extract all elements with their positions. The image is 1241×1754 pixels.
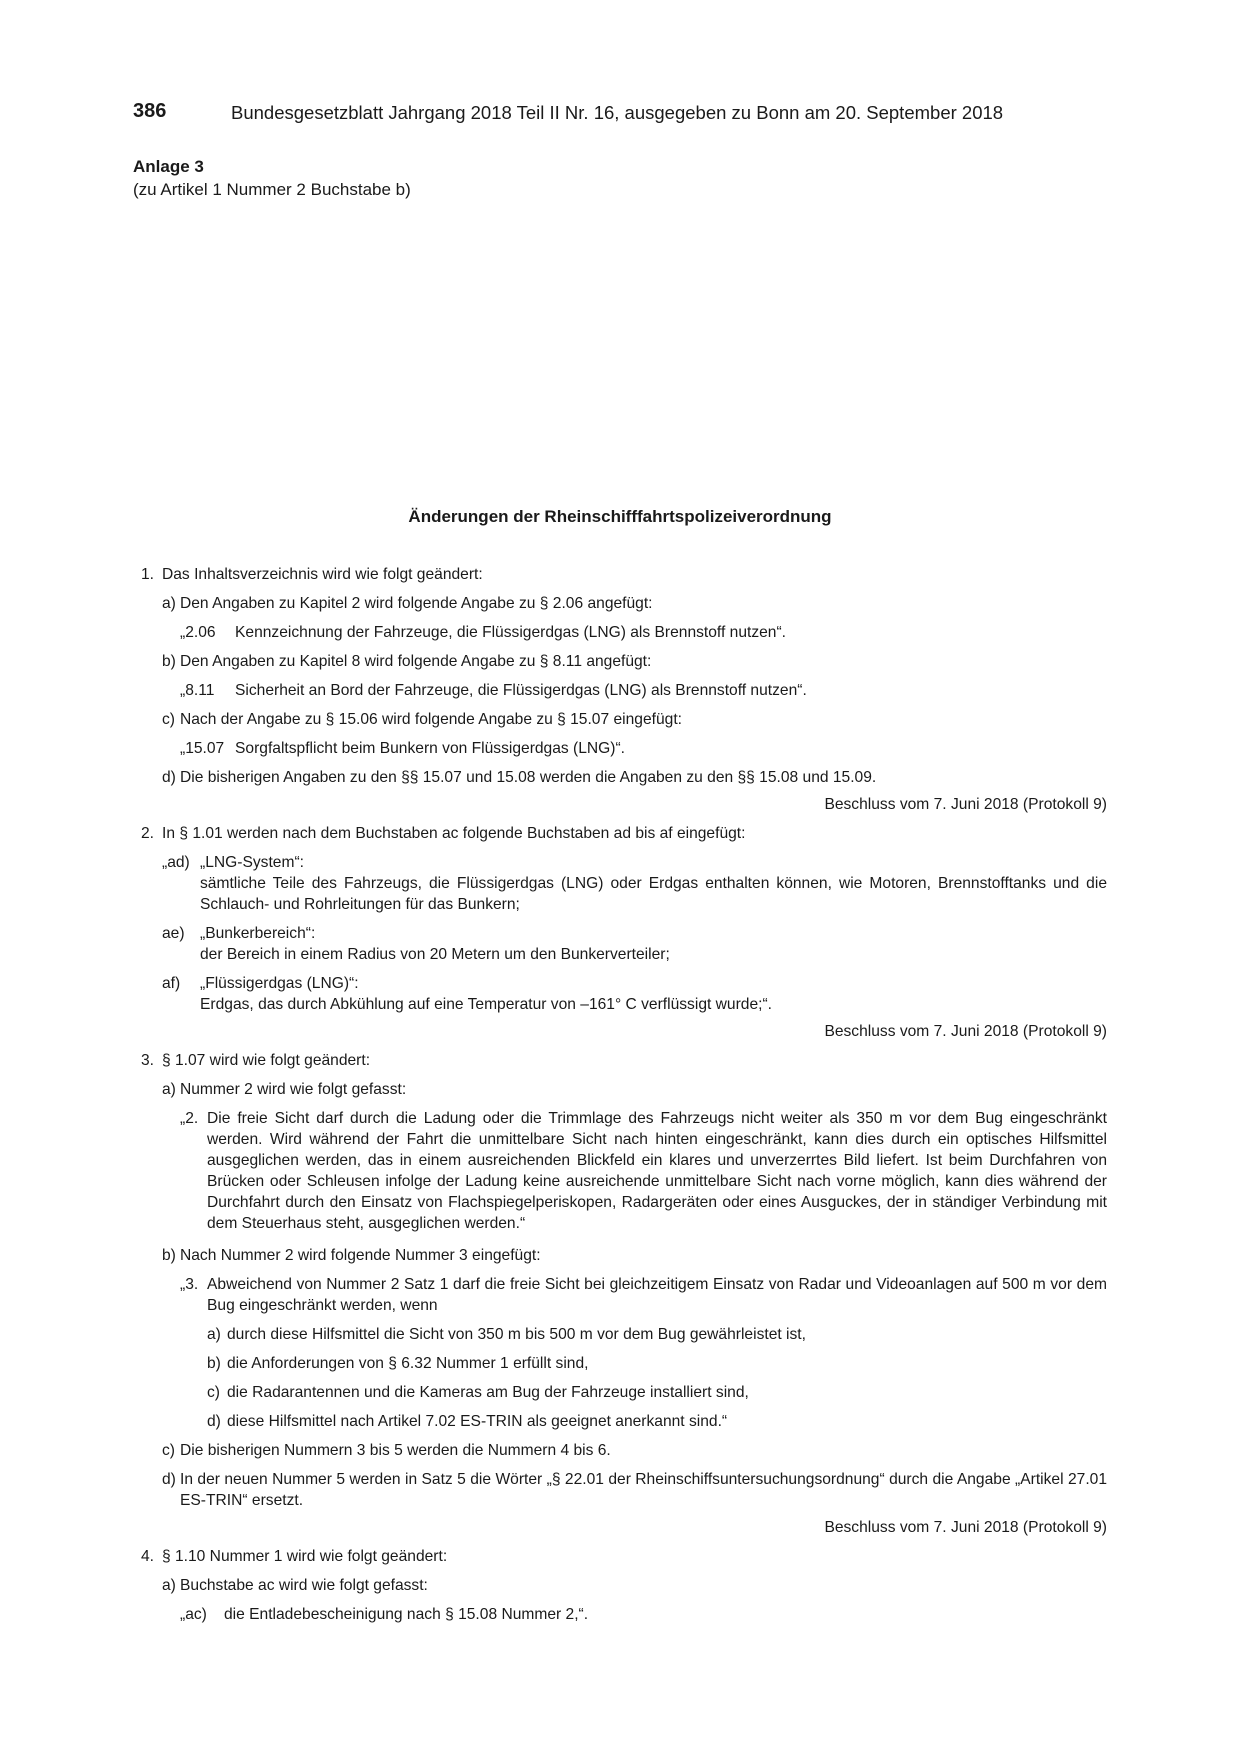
sub-marker: a): [162, 1577, 176, 1594]
sub-text: Nummer 2 wird wie folgt gefasst:: [180, 1081, 407, 1098]
definition-term: „Bunkerbereich“:: [200, 925, 316, 942]
quote-text: Sicherheit an Bord der Fahrzeuge, die Flüssigerdgas (LNG) als Brennstoff nutzen“.: [235, 682, 807, 699]
sub-text: Die bisherigen Angaben zu den §§ 15.07 und 15.08 werden die Angaben zu den §§ 15.08 und 15.09.: [180, 769, 877, 786]
sub-marker: a): [162, 595, 176, 612]
document-title: Änderungen der Rheinschifffahrtspolizeiverordnung: [408, 507, 832, 526]
sub-sub-marker: c): [207, 1384, 220, 1401]
sub-sub-text: durch diese Hilfsmittel die Sicht von 350 m bis 500 m vor dem Bug gewährleistet ist,: [227, 1326, 806, 1343]
quote-text: Kennzeichnung der Fahrzeuge, die Flüssigerdgas (LNG) als Brennstoff nutzen“.: [235, 624, 786, 641]
sub-marker: c): [162, 1442, 175, 1459]
sub-text: In der neuen Nummer 5 werden in Satz 5 die Wörter „§ 22.01 der Rheinschiffsuntersuchungsordnung“ durch die Angabe „Artikel 27.01 ES-TRIN“ ersetzt.: [180, 1471, 1107, 1509]
sub-marker: d): [162, 1471, 176, 1488]
sub-marker: d): [162, 769, 176, 786]
sub-marker: b): [162, 653, 176, 670]
annex-title: Anlage 3: [133, 157, 204, 176]
decision-note: Beschluss vom 7. Juni 2018 (Protokoll 9): [824, 796, 1107, 813]
sub-sub-marker: d): [207, 1413, 221, 1430]
sub-marker: a): [162, 1081, 176, 1098]
sub-marker: c): [162, 711, 175, 728]
definition-marker: ae): [162, 925, 185, 942]
quote-text: die Entladebescheinigung nach § 15.08 Nummer 2,“.: [224, 1606, 589, 1623]
sub-text: Buchstabe ac wird wie folgt gefasst:: [180, 1577, 428, 1594]
item-marker: 4.: [141, 1548, 155, 1565]
definition-marker: „ad): [162, 854, 190, 871]
quote-number: „8.11: [180, 682, 215, 699]
quote-number: „ac): [180, 1606, 207, 1623]
quote-text: Sorgfaltspflicht beim Bunkern von Flüssigerdgas (LNG)“.: [235, 740, 626, 757]
item-text: In § 1.01 werden nach dem Buchstaben ac folgende Buchstaben ad bis af eingefügt:: [162, 825, 746, 842]
annex-reference: (zu Artikel 1 Nummer 2 Buchstabe b): [133, 180, 411, 199]
page-number: 386: [133, 100, 167, 122]
running-head: Bundesgesetzblatt Jahrgang 2018 Teil II Nr. 16, ausgegeben zu Bonn am 20. September 2018: [231, 102, 1004, 123]
item-text: § 1.07 wird wie folgt geändert:: [162, 1052, 371, 1069]
sub-text: Den Angaben zu Kapitel 8 wird folgende Angabe zu § 8.11 angefügt:: [180, 653, 652, 670]
definition-term: „LNG-System“:: [200, 854, 304, 871]
definition-text: sämtliche Teile des Fahrzeugs, die Flüssigerdgas (LNG) oder Erdgas enthalten können, wie Motoren, Brennstofftanks und die Schlauch- und Rohrleitungen für das Bunkern;: [200, 875, 1107, 913]
sub-text: Nach der Angabe zu § 15.06 wird folgende Angabe zu § 15.07 eingefügt:: [180, 711, 682, 728]
sub-text: Die bisherigen Nummern 3 bis 5 werden die Nummern 4 bis 6.: [180, 1442, 611, 1459]
quote-number: „15.07: [180, 740, 225, 757]
quote-number: „2.06: [180, 624, 216, 641]
sub-sub-text: die Anforderungen von § 6.32 Nummer 1 erfüllt sind,: [227, 1355, 589, 1372]
definition-marker: af): [162, 975, 181, 992]
item-marker: 2.: [141, 825, 155, 842]
quote-number: „3.: [180, 1276, 199, 1293]
item-text: Das Inhaltsverzeichnis wird wie folgt geändert:: [162, 566, 483, 583]
sub-sub-text: diese Hilfsmittel nach Artikel 7.02 ES-TRIN als geeignet anerkannt sind.“: [227, 1413, 728, 1430]
item-marker: 1.: [141, 566, 155, 583]
sub-sub-text: die Radarantennen und die Kameras am Bug der Fahrzeuge installiert sind,: [227, 1384, 749, 1401]
definition-text: Erdgas, das durch Abkühlung auf eine Temperatur von –161° C verflüssigt wurde;“.: [200, 996, 772, 1013]
quote-number: „2.: [180, 1110, 199, 1127]
definition-text: der Bereich in einem Radius von 20 Metern um den Bunkerverteiler;: [200, 946, 670, 963]
item-text: § 1.10 Nummer 1 wird wie folgt geändert:: [162, 1548, 448, 1565]
sub-text: Den Angaben zu Kapitel 2 wird folgende Angabe zu § 2.06 angefügt:: [180, 595, 653, 612]
sub-sub-marker: a): [207, 1326, 221, 1343]
sub-marker: b): [162, 1247, 176, 1264]
sub-sub-marker: b): [207, 1355, 221, 1372]
item-marker: 3.: [141, 1052, 155, 1069]
quote-text: Abweichend von Nummer 2 Satz 1 darf die freie Sicht bei gleichzeitigem Einsatz von Radar und Videoanlagen auf 500 m vor dem Bug eingeschränkt werden, wenn: [207, 1276, 1107, 1314]
decision-note: Beschluss vom 7. Juni 2018 (Protokoll 9): [824, 1023, 1107, 1040]
sub-text: Nach Nummer 2 wird folgende Nummer 3 eingefügt:: [180, 1247, 541, 1264]
decision-note: Beschluss vom 7. Juni 2018 (Protokoll 9): [824, 1519, 1107, 1536]
quote-text: Die freie Sicht darf durch die Ladung oder die Trimmlage des Fahrzeugs nicht weiter als 350 m vor dem Bug eingeschränkt werden. Wird während der Fahrt die unmittelbare Sicht nach hinten eingeschränkt, kann dies durch ein optisches Hilfsmittel ausgeglichen werden, das in einem ausreichenden Blickfeld ein klares und unverzerrtes Bild liefert. Ist beim Durchfahren von Brücken oder Schleusen infolge der Ladung keine ausreichende unmittelbare Sicht nach vorne möglich, kann dies während der Durchfahrt durch den Einsatz von Flachspiegelperiskopen, Radargeräten oder eines Ausguckes, der in ständiger Verbindung mit dem Steuerhaus steht, ausgeglichen werden.“: [207, 1110, 1107, 1232]
definition-term: „Flüssigerdgas (LNG)“:: [200, 975, 359, 992]
